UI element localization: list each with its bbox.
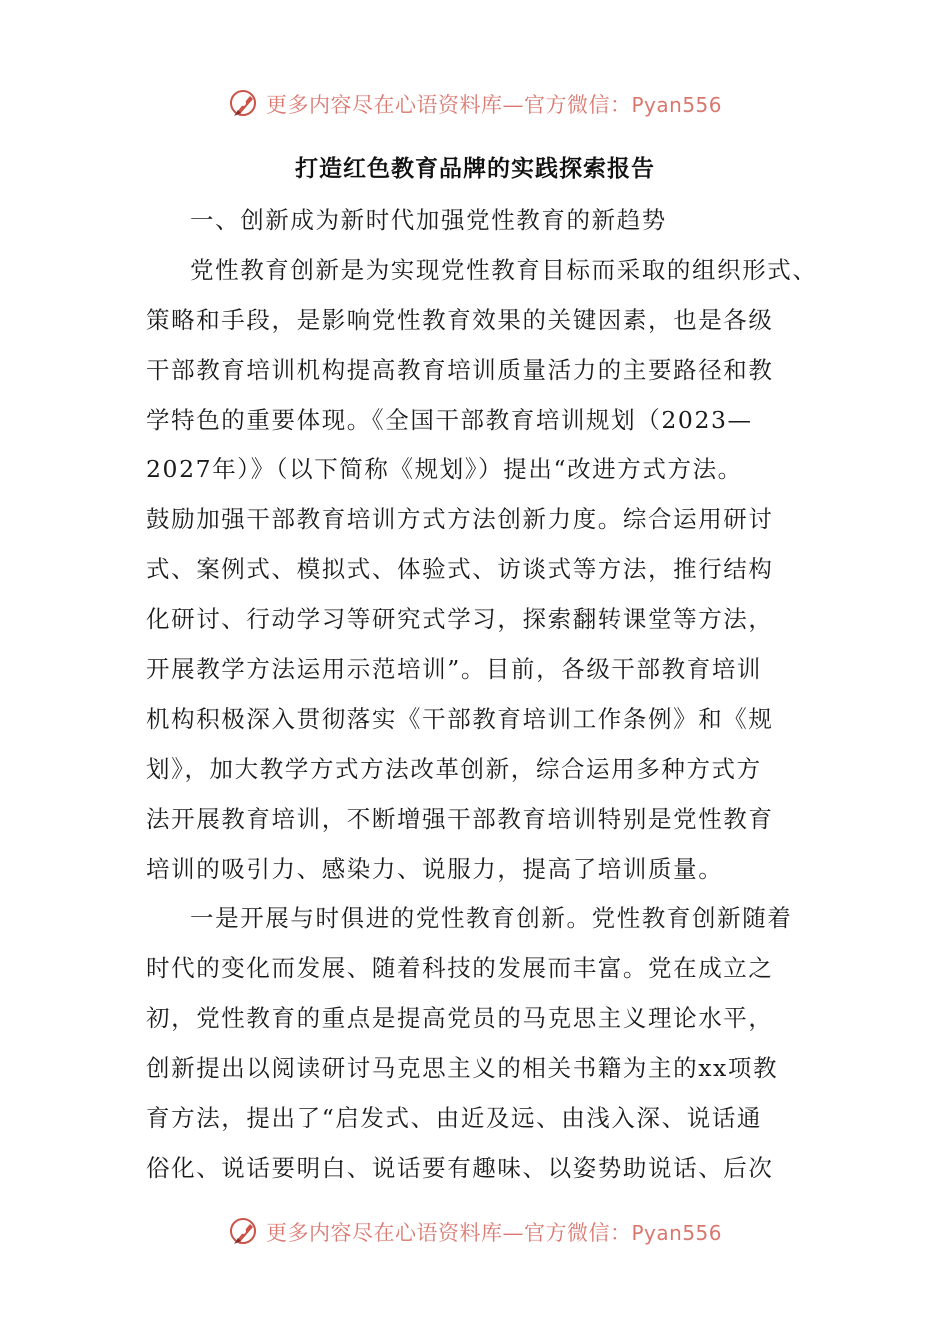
- watermark-text: 更多内容尽在心语资料库—官方微信：Pyan556: [265, 1221, 722, 1245]
- text-line: 划》，加大教学方式方法改革创新，综合运用多种方式方: [146, 754, 762, 783]
- pen-logo-icon: [228, 88, 260, 120]
- watermark-header: [0, 84, 950, 124]
- text-line: 一、创新成为新时代加强党性教育的新趋势: [190, 206, 667, 234]
- text-line: 育方法，提出了“启发式、由近及远、由浅入深、说话通: [146, 1104, 763, 1133]
- text-line: 2027年）》（以下简称《规划》）提出“改进方式方法。: [146, 455, 743, 484]
- watermark-wechat-id: Pyan556: [631, 93, 722, 117]
- text-line: 式、案例式、模拟式、体验式、访谈式等方法，推行结构: [146, 555, 774, 584]
- text-line: 党性教育创新是为实现党性教育目标而采取的组织形式、: [190, 255, 818, 284]
- watermark-wechat-id: Pyan556: [631, 1221, 722, 1245]
- text-line: 创新提出以阅读研讨马克思主义的相关书籍为主的xx项教: [146, 1054, 779, 1083]
- text-line: 培训的吸引力、感染力、说服力，提高了培训质量。: [146, 854, 724, 883]
- document-title: 打造红色教育品牌的实践探索报告: [295, 155, 655, 182]
- text-line: 初，党性教育的重点是提高党员的马克思主义理论水平，: [146, 1004, 774, 1033]
- watermark-text: 更多内容尽在心语资料库—官方微信：Pyan556: [265, 93, 722, 117]
- text-line: 机构积极深入贯彻落实《干部教育培训工作条例》和《规: [146, 704, 774, 733]
- text-line: 鼓励加强干部教育培训方式方法创新力度。综合运用研讨: [146, 505, 774, 534]
- watermark-footer: [0, 1212, 950, 1252]
- pen-logo-icon: [228, 1216, 260, 1248]
- text-line: 时代的变化而发展、随着科技的发展而丰富。党在成立之: [146, 954, 774, 983]
- text-line: 一是开展与时俱进的党性教育创新。党性教育创新随着: [190, 904, 793, 933]
- text-line: 学特色的重要体现。《全国干部教育培训规划（2023—: [146, 405, 753, 434]
- text-line: 化研讨、行动学习等研究式学习，探索翻转课堂等方法，: [146, 605, 774, 634]
- text-line: 策略和手段，是影响党性教育效果的关键因素，也是各级: [146, 305, 774, 334]
- text-line: 干部教育培训机构提高教育培训质量活力的主要路径和教: [146, 355, 774, 384]
- text-line: 法开展教育培训，不断增强干部教育培训特别是党性教育: [146, 804, 774, 833]
- text-line: 俗化、说话要明白、说话要有趣味、以姿势助说话、后次: [146, 1153, 774, 1182]
- document-body: [146, 196, 816, 1194]
- text-line: 开展教学方法运用示范培训”。目前，各级干部教育培训: [146, 655, 763, 684]
